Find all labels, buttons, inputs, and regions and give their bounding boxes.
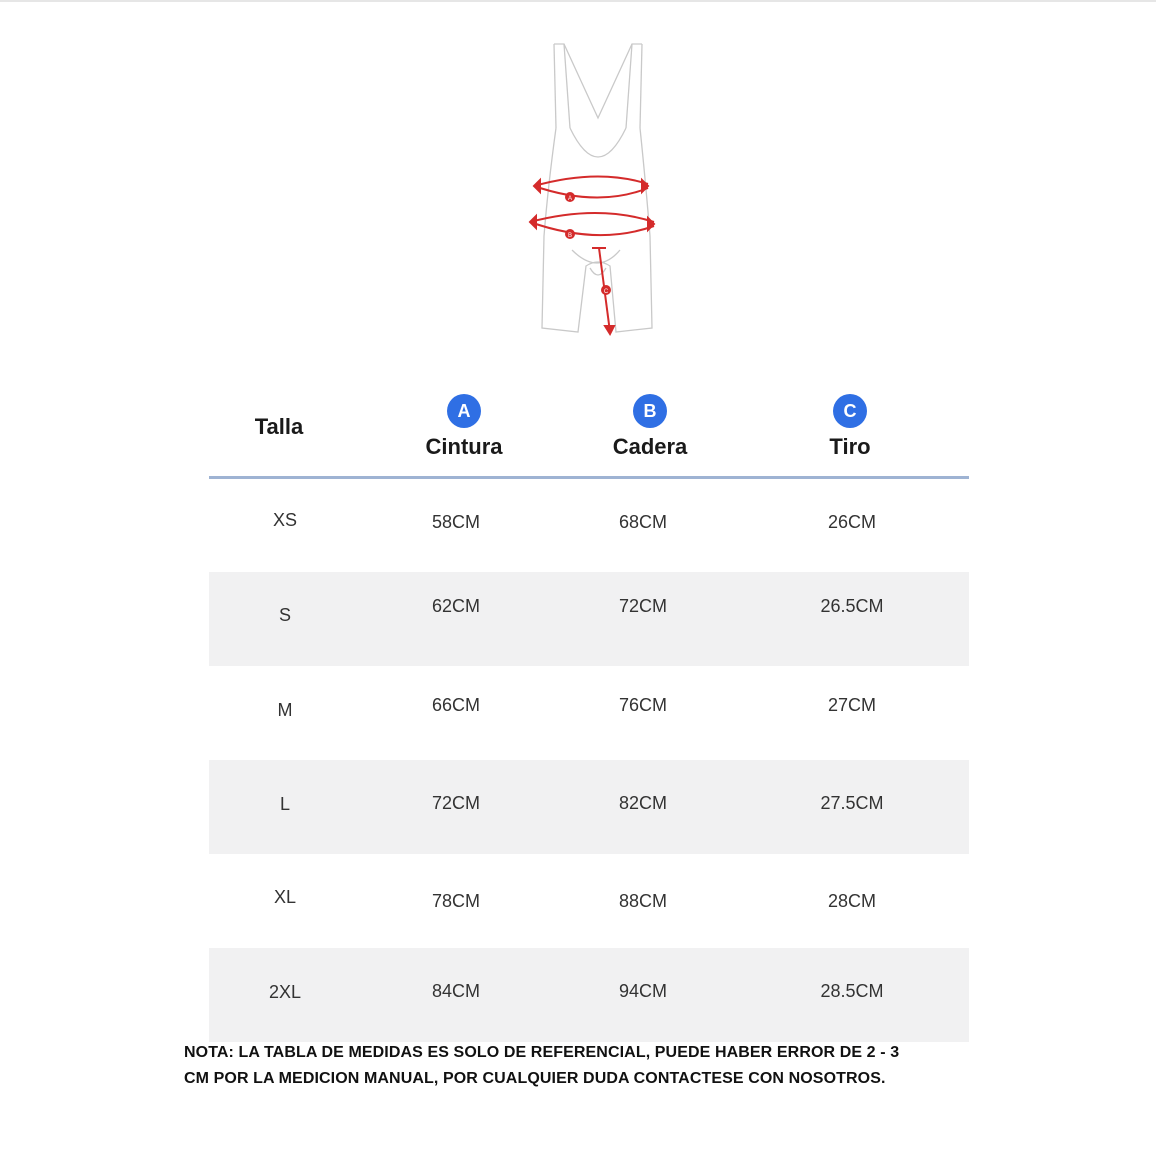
cell-cadera: 88CM [618,891,667,911]
cell-cadera: 76CM [618,695,667,715]
cell-cintura: 78CM [431,891,480,911]
cell-cintura: 62CM [431,596,480,616]
cell-talla: XS [272,510,297,530]
marker-a: A [567,196,573,202]
table-body [209,478,969,1042]
cell-cintura: 72CM [431,793,480,813]
top-divider [0,0,1156,2]
note-line-1: NOTA: LA TABLA DE MEDIDAS ES SOLO DE REFERENCIAL, PUEDE HABER ERROR DE 2 - 3 [184,1044,900,1061]
header-tiro-label: Tiro [829,434,871,459]
header-cintura [389,380,539,460]
cell-cintura: 66CM [431,695,480,715]
table-row [209,948,969,1042]
cell-cadera: 68CM [618,512,667,532]
cell-talla: L [279,794,290,814]
size-chart-table [209,380,969,1042]
disclaimer-note [184,1040,1004,1092]
cell-talla: XL [273,887,297,907]
header-tiro [775,380,925,460]
header-talla: Talla [254,414,304,439]
cell-tiro: 28CM [827,891,876,911]
bib-shorts-diagram [520,36,670,341]
marker-c: C [603,289,609,295]
header-cadera-label: Cadera [612,434,688,459]
badge-a: A [447,394,481,428]
cell-cintura: 84CM [431,981,480,1001]
cell-cintura: 58CM [431,512,480,532]
cell-tiro: 26.5CM [820,596,884,616]
badge-c: C [833,394,867,428]
note-line-2: CM POR LA MEDICION MANUAL, POR CUALQUIER DUDA CONTACTESE CON NOSOTROS. [184,1070,886,1087]
bib-shorts-icon [520,36,670,341]
table-row [209,666,969,760]
cell-tiro: 27.5CM [820,793,884,813]
cell-talla: 2XL [268,982,302,1002]
cell-tiro: 26CM [827,512,876,532]
cell-talla: M [277,700,293,720]
header-cintura-label: Cintura [425,434,503,459]
table-row [209,572,969,666]
table-row [209,760,969,854]
header-cadera [575,380,725,460]
table-row [209,478,969,572]
cell-cadera: 82CM [618,793,667,813]
cell-talla: S [278,605,291,625]
badge-b: B [633,394,667,428]
marker-b: B [567,233,573,239]
cell-cadera: 94CM [618,981,667,1001]
table-header [209,380,969,478]
cell-tiro: 28.5CM [820,981,884,1001]
table-row [209,854,969,948]
cell-tiro: 27CM [827,695,876,715]
cell-cadera: 72CM [618,596,667,616]
